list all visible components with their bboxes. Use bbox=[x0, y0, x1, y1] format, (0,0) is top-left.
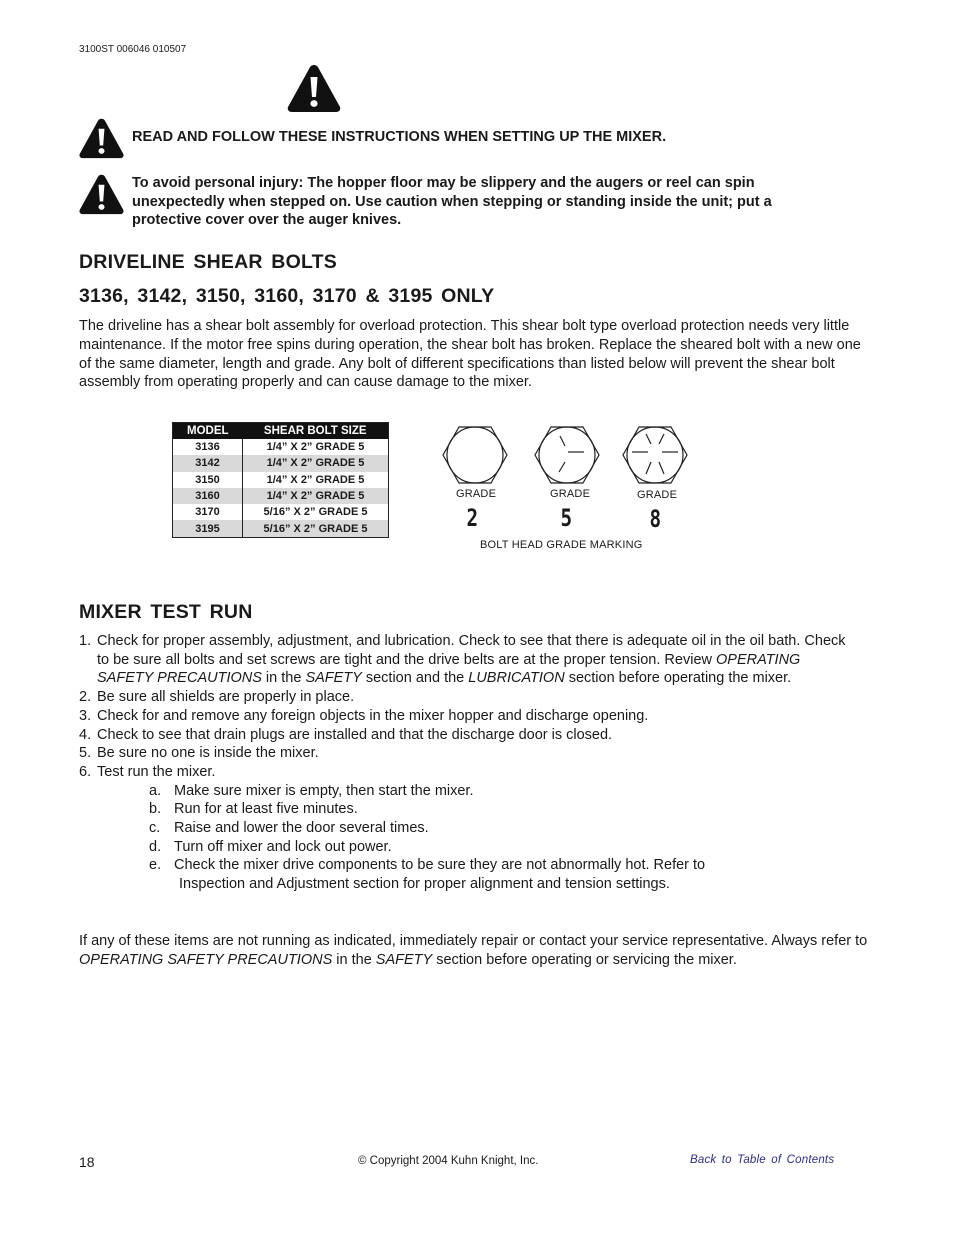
bolt-size-cell: 1/4” X 2” GRADE 5 bbox=[243, 488, 389, 504]
bolt-size-cell: 1/4” X 2” GRADE 5 bbox=[243, 455, 389, 471]
list-item bbox=[149, 800, 859, 819]
closing-text: If any of these items are not running as indicated, immediately repair or contact your service representative. Always refer to bbox=[79, 933, 868, 949]
bolt-head-grade-5-icon bbox=[532, 424, 602, 486]
step-text-emphasis: LUBRICATION bbox=[468, 670, 565, 687]
substep-text: Check the mixer drive components to be sure they are not abnormally hot. Refer to bbox=[174, 857, 706, 874]
step-text: Test run the mixer. bbox=[97, 763, 216, 780]
step-text: Check for proper assembly, adjustment, and lubrication. Check to see that there is adequate oil in the oil bath. Check to be sure all bolts and set screws are tight and the drive belts are at the proper tension. Review bbox=[97, 633, 846, 668]
substep-letter: d. bbox=[149, 838, 162, 855]
warning-text: To avoid personal injury: The hopper floor may be slippery and the augers or reel can spin unexpectedly when stepped on. Use caution when stepping or standing inside the unit; put a protective cover over the auger knives. bbox=[132, 175, 772, 228]
grade-number: 2 bbox=[466, 504, 479, 532]
bolt-size-cell: 5/16” X 2” GRADE 5 bbox=[263, 506, 368, 519]
list-item bbox=[149, 819, 859, 838]
substep-text: Raise and lower the door several times. bbox=[174, 820, 429, 837]
table-row bbox=[173, 439, 389, 455]
page-number: 18 bbox=[79, 1154, 95, 1170]
warning-icon bbox=[78, 172, 125, 216]
grade-number: 5 bbox=[560, 504, 573, 532]
step-text: Check for and remove any foreign objects in the mixer hopper and discharge opening. bbox=[97, 707, 649, 724]
document-id: 3100ST 006046 010507 bbox=[79, 44, 187, 55]
model-cell: 3142 bbox=[173, 455, 243, 471]
step-number: 6. bbox=[79, 763, 92, 780]
substep-text-continuation: Inspection and Adjustment section for proper alignment and tension settings. bbox=[179, 876, 670, 893]
step-text: Be sure all shields are properly in place. bbox=[97, 689, 355, 706]
list-item bbox=[79, 688, 859, 707]
model-cell: 3136 bbox=[173, 439, 243, 455]
step-text: in the bbox=[261, 670, 306, 687]
substep-letter: b. bbox=[149, 801, 162, 818]
substep-text: Run for at least five minutes. bbox=[174, 801, 358, 818]
model-cell: 3150 bbox=[173, 472, 243, 488]
step-text-emphasis: SAFETY bbox=[305, 670, 362, 687]
section-title: DRIVELINE SHEAR BOLTS bbox=[79, 251, 337, 273]
test-run-steps bbox=[79, 632, 859, 894]
list-item bbox=[149, 856, 859, 893]
warning-text: READ AND FOLLOW THESE INSTRUCTIONS WHEN SETTING UP THE MIXER. bbox=[132, 129, 667, 145]
step-number: 5. bbox=[79, 745, 92, 762]
closing-text-emphasis: OPERATING SAFETY PRECAUTIONS bbox=[79, 951, 333, 968]
step-text: Be sure no one is inside the mixer. bbox=[97, 745, 319, 762]
closing-paragraph bbox=[79, 932, 869, 970]
step-text: section before operating the mixer. bbox=[564, 670, 792, 687]
grade-label: GRADE bbox=[550, 488, 591, 500]
table-row bbox=[173, 455, 389, 471]
list-item bbox=[149, 782, 859, 801]
column-header: MODEL bbox=[173, 423, 243, 440]
table-row bbox=[173, 472, 389, 488]
model-cell: 3195 bbox=[173, 520, 243, 537]
bolt-head-grade-8-icon bbox=[620, 424, 690, 486]
copyright-notice: © Copyright 2004 Kuhn Knight, Inc. bbox=[358, 1155, 539, 1167]
grade-diagram-caption: BOLT HEAD GRADE MARKING bbox=[480, 539, 643, 551]
warning-icon bbox=[286, 63, 342, 113]
step-text: Check to see that drain plugs are installed and that the discharge door is closed. bbox=[97, 726, 613, 743]
closing-text: section before operating or servicing the mixer. bbox=[432, 951, 737, 968]
list-item bbox=[79, 632, 859, 688]
bolt-size-cell: 1/4” X 2” GRADE 5 bbox=[266, 473, 365, 486]
bolt-size-cell: 5/16” X 2” GRADE 5 bbox=[243, 520, 389, 537]
list-item bbox=[79, 763, 859, 894]
model-cell: 3170 bbox=[173, 504, 243, 520]
step-text: section and the bbox=[361, 670, 469, 687]
closing-text-emphasis: SAFETY bbox=[375, 951, 433, 968]
driveline-paragraph: The driveline has a shear bolt assembly for overload protection. This shear bolt type overload protection needs very little maintenance. If the motor free spins during operation, the shear bolt has broken. Replace the sheared bolt with a new one of the same diameter, length and grade. Any bolt of different specifications than listed below will prevent the shear bolt assembly from operating properly and can cause damage to the mixer. bbox=[79, 318, 861, 391]
substep-text: Turn off mixer and lock out power. bbox=[174, 838, 392, 855]
substep-letter: a. bbox=[149, 782, 162, 799]
column-header: SHEAR BOLT SIZE bbox=[243, 423, 389, 440]
step-number: 3. bbox=[79, 707, 92, 724]
list-item bbox=[149, 838, 859, 857]
table-row bbox=[173, 520, 389, 537]
step-number: 2. bbox=[79, 689, 92, 706]
step-text-emphasis: OPERATING SAFETY PRECAUTIONS bbox=[97, 651, 801, 687]
shear-bolt-table bbox=[172, 422, 389, 538]
closing-text: in the bbox=[332, 951, 376, 968]
table-row bbox=[173, 488, 389, 504]
step-number: 1. bbox=[79, 633, 92, 649]
section-subtitle: 3136, 3142, 3150, 3160, 3170 & 3195 ONLY bbox=[79, 285, 495, 307]
test-run-substeps bbox=[97, 782, 859, 894]
table-row bbox=[173, 504, 389, 520]
table-header-row bbox=[173, 423, 389, 440]
list-item bbox=[79, 707, 859, 726]
grade-number: 8 bbox=[649, 505, 662, 533]
grade-label: GRADE bbox=[637, 489, 678, 501]
section-title: MIXER TEST RUN bbox=[79, 601, 253, 623]
warning-icon bbox=[78, 116, 125, 160]
bolt-size-cell: 1/4” X 2” GRADE 5 bbox=[266, 441, 365, 454]
grade-label: GRADE bbox=[456, 488, 497, 500]
substep-letter: c. bbox=[149, 820, 161, 837]
list-item bbox=[79, 726, 859, 745]
bolt-head-grade-2-icon bbox=[440, 424, 510, 486]
substep-text: Make sure mixer is empty, then start the mixer. bbox=[174, 782, 474, 799]
back-to-toc-link[interactable]: Back to Table of Contents bbox=[690, 1154, 835, 1166]
substep-letter: e. bbox=[149, 857, 162, 874]
step-number: 4. bbox=[79, 726, 92, 743]
list-item bbox=[79, 744, 859, 763]
model-cell: 3160 bbox=[173, 488, 243, 504]
